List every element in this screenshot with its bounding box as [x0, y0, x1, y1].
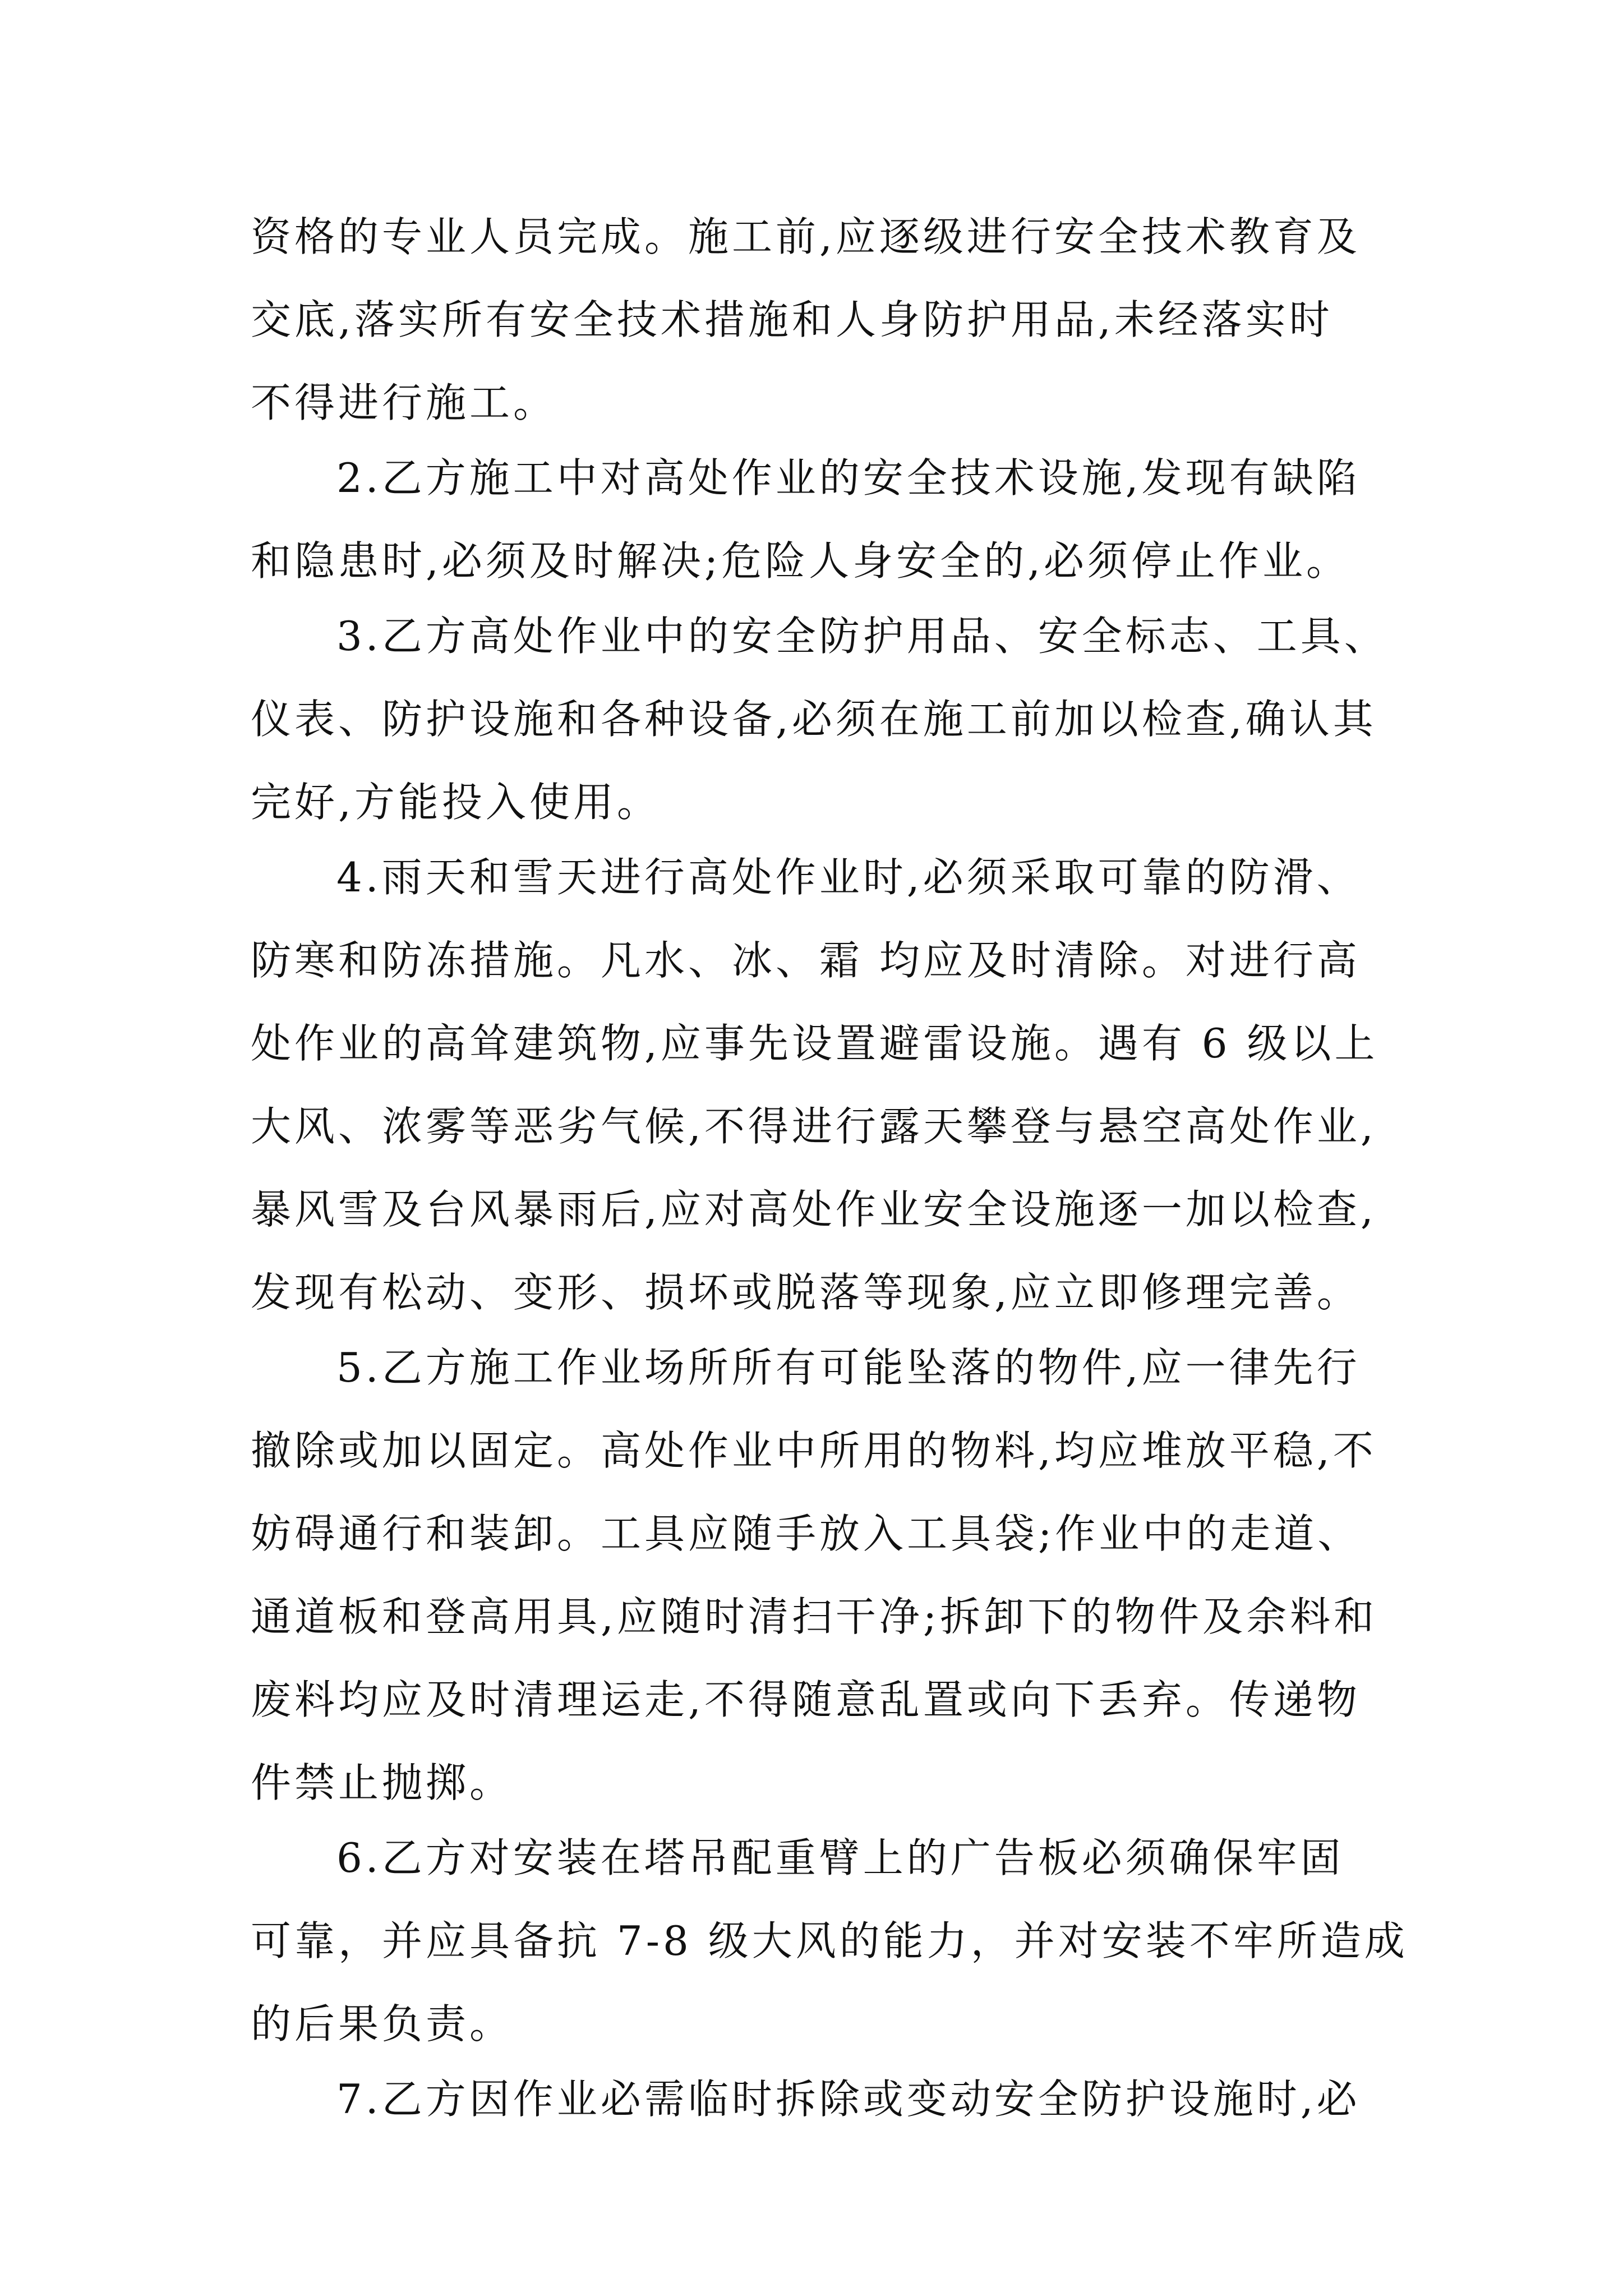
text-line: 通道板和登高用具,应随时清扫干净;拆卸下的物件及余料和 [251, 1593, 1378, 1640]
text-line: 资格的专业人员完成。施工前,应逐级进行安全技术教育及 [251, 213, 1361, 260]
text-line: 妨碍通行和装卸。工具应随手放入工具袋;作业中的走道、 [251, 1510, 1362, 1557]
text-line: 7.乙方因作业必需临时拆除或变动安全防护设施时,必 [336, 2076, 1361, 2123]
text-line: 的后果负责。 [251, 2000, 514, 2047]
text-line: 5.乙方施工作业场所所有可能坠落的物件,应一律先行 [336, 1344, 1361, 1391]
text-line: 不得进行施工。 [251, 379, 557, 426]
text-line: 和隐患时,必须及时解决;危险人身安全的,必须停止作业。 [251, 537, 1350, 585]
text-line: 暴风雪及台风暴雨后,应对高处作业安全设施逐一加以检查, [251, 1186, 1377, 1233]
text-line: 2.乙方施工中对高处作业的安全技术设施,发现有缺陷 [336, 454, 1361, 501]
text-line: 大风、浓雾等恶劣气候,不得进行露天攀登与悬空高处作业, [251, 1103, 1377, 1150]
text-line: 完好,方能投入使用。 [251, 779, 661, 826]
text-line: 可靠，并应具备抗 7-8 级大风的能力，并对安装不牢所造成 [251, 1917, 1408, 1964]
text-line: 4.雨天和雪天进行高处作业时,必须采取可靠的防滑、 [336, 854, 1361, 901]
text-line: 3.乙方高处作业中的安全防护用品、安全标志、工具、 [336, 613, 1388, 660]
text-line: 处作业的高耸建筑物,应事先设置避雷设施。遇有 6 级以上 [251, 1020, 1378, 1067]
text-line: 6.乙方对安装在塔吊配重臂上的广告板必须确保牢固 [336, 1834, 1344, 1881]
text-line: 废料均应及时清理运走,不得随意乱置或向下丢弃。传递物 [251, 1676, 1361, 1723]
text-line: 交底,落实所有安全技术措施和人身防护用品,未经落实时 [251, 296, 1333, 343]
text-line: 件禁止抛掷。 [251, 1759, 514, 1806]
text-line: 发现有松动、变形、损坏或脱落等现象,应立即修理完善。 [251, 1269, 1361, 1316]
text-line: 撤除或加以固定。高处作业中所用的物料,均应堆放平稳,不 [251, 1427, 1377, 1474]
text-line: 仪表、防护设施和各种设备,必须在施工前加以检查,确认其 [251, 696, 1377, 743]
text-line: 防寒和防冻措施。凡水、冰、霜 均应及时清除。对进行高 [251, 937, 1361, 984]
